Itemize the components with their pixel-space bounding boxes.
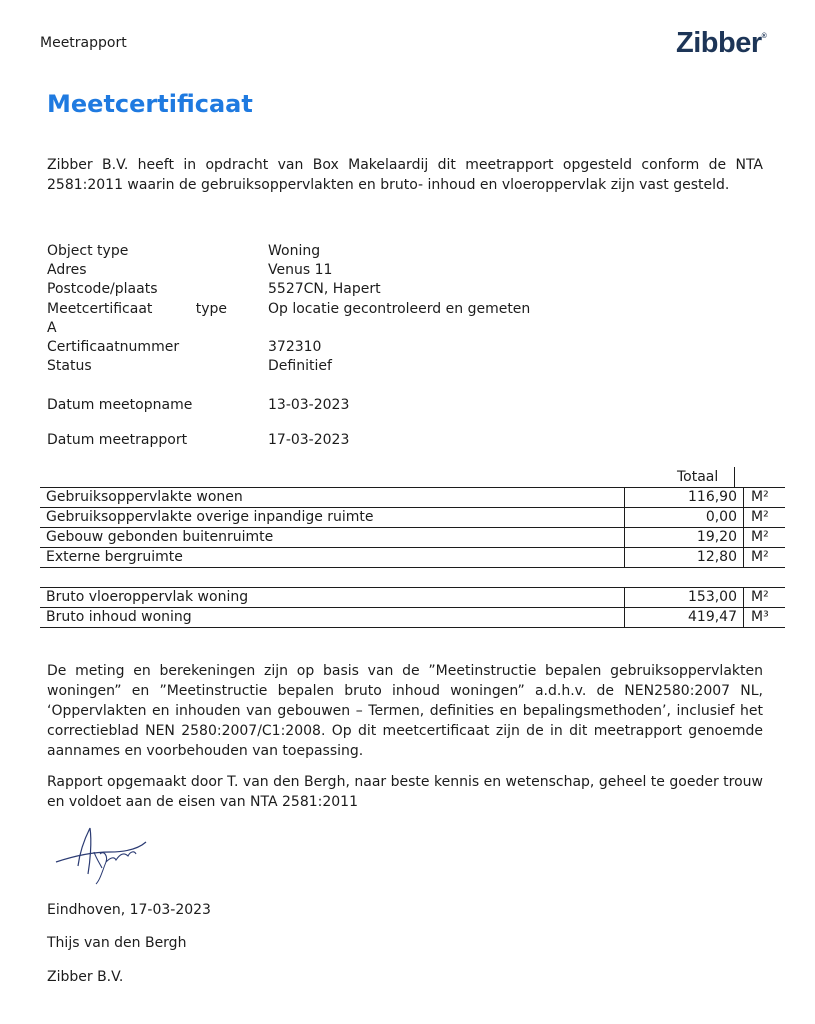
total-column-divider xyxy=(734,467,735,487)
address-label: Adres xyxy=(47,262,87,278)
usable-area-table xyxy=(40,487,785,568)
area-label: Gebruiksoppervlakte overige inpandige ruimte xyxy=(40,508,625,528)
area-value: 19,20 xyxy=(625,528,744,548)
status-label: Status xyxy=(47,358,92,374)
measurement-basis-paragraph: De meting en berekeningen zijn op basis van de ”Meetinstructie bepalen gebruiksoppervlakten woningen” en ”Meetinstructie bepalen bruto inhoud woningen” a.d.h.v. de NEN2580:2007 NL, ‘Oppervlakten en inhouden van gebouwen – Termen, definities en bepalingsmethoden’, inclusief het correctieblad NEN 2580:2007/C1:2008. Op dit meetcertificaat zijn de in dit meetrapport genoemde aannames en voorbehouden van toepassing. xyxy=(47,663,763,759)
logo-registered-mark: ® xyxy=(761,33,767,40)
logo-text: Zibber xyxy=(676,27,762,59)
certificate-title: Meetcertificaat xyxy=(47,90,253,118)
object-type-label: Object type xyxy=(47,243,129,259)
place-and-date: Eindhoven, 17-03-2023 xyxy=(47,902,211,918)
report-header-title: Meetrapport xyxy=(40,35,127,51)
measurement-date-label: Datum meetopname xyxy=(47,397,193,413)
table-row xyxy=(40,508,785,528)
table-row xyxy=(40,608,785,628)
intro-paragraph: Zibber B.V. heeft in opdracht van Box Makelaardij dit meetrapport opgesteld conform de NTA 2581:2011 waarin de gebruiksoppervlakten en bruto- inhoud en vloeroppervlak zijn vast gesteld. xyxy=(47,157,763,193)
area-value: 0,00 xyxy=(625,508,744,528)
table-row xyxy=(40,548,785,568)
total-column-header: Totaal xyxy=(677,469,719,485)
area-value: 12,80 xyxy=(625,548,744,568)
total-unit: M² xyxy=(744,588,786,608)
total-label: Bruto vloeroppervlak woning xyxy=(40,588,625,608)
area-label: Gebouw gebonden buitenruimte xyxy=(40,528,625,548)
table-row xyxy=(40,488,785,508)
status-value: Definitief xyxy=(268,358,332,374)
postcode-value: 5527CN, Hapert xyxy=(268,281,381,297)
total-label: Bruto inhoud woning xyxy=(40,608,625,628)
total-unit: M³ xyxy=(744,608,786,628)
report-date-value: 17-03-2023 xyxy=(268,432,350,448)
area-unit: M² xyxy=(744,508,786,528)
company-name: Zibber B.V. xyxy=(47,969,124,985)
signatory-name: Thijs van den Bergh xyxy=(47,935,187,951)
zibber-logo xyxy=(676,27,766,60)
area-value: 116,90 xyxy=(625,488,744,508)
area-label: Externe bergruimte xyxy=(40,548,625,568)
handwritten-signature xyxy=(50,822,160,886)
report-date-label: Datum meetrapport xyxy=(47,432,188,448)
certificate-number-label: Certificaatnummer xyxy=(47,339,180,355)
certificate-type-label-continued: A xyxy=(47,320,57,336)
area-unit: M² xyxy=(744,488,786,508)
report-statement-paragraph: Rapport opgemaakt door T. van den Bergh, naar beste kennis en wetenschap, geheel te goeder trouw en voldoet aan de eisen van NTA 2581:2011 xyxy=(47,774,763,810)
table-row xyxy=(40,588,785,608)
object-type-value: Woning xyxy=(268,243,321,259)
postcode-label: Postcode/plaats xyxy=(47,281,158,297)
address-value: Venus 11 xyxy=(268,262,333,278)
total-value: 419,47 xyxy=(625,608,744,628)
gross-totals-table xyxy=(40,587,785,628)
certificate-number-value: 372310 xyxy=(268,339,322,355)
area-unit: M² xyxy=(744,528,786,548)
total-value: 153,00 xyxy=(625,588,744,608)
certificate-type-label: Meetcertificaat type xyxy=(47,301,227,317)
certificate-type-value: Op locatie gecontroleerd en gemeten xyxy=(268,301,531,317)
area-label: Gebruiksoppervlakte wonen xyxy=(40,488,625,508)
table-row xyxy=(40,528,785,548)
measurement-date-value: 13-03-2023 xyxy=(268,397,350,413)
area-unit: M² xyxy=(744,548,786,568)
